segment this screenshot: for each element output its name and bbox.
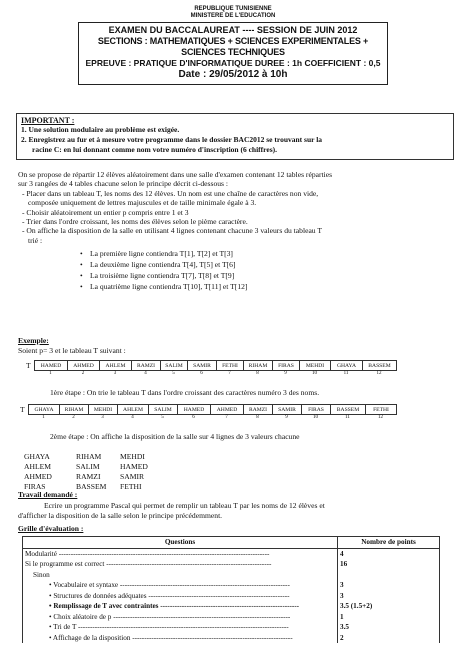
grading-points: 3.5 (1.5+2): [338, 601, 440, 612]
layout-seat: FETHI: [120, 482, 142, 491]
array-index: 10: [313, 415, 318, 420]
array-cell: BASSEM: [331, 405, 366, 415]
sorted-array-indexes: [28, 415, 396, 420]
important-title: IMPORTANT :: [21, 116, 75, 125]
array-index: 3: [113, 371, 117, 376]
array-t-label: T: [26, 361, 31, 370]
array-index: 2: [81, 371, 85, 376]
layout-row: [24, 452, 164, 462]
array-index: 5: [172, 371, 175, 376]
important-item-1: 1. Une solution modulaire au problème est exigée.: [21, 125, 180, 134]
grading-question: Si le programme est correct ---------------------------------------------------------------------: [23, 559, 338, 570]
array-index: 8: [256, 371, 259, 376]
array-index: 10: [312, 371, 317, 376]
grading-question: • Tri de T ----------------------------------------------------------------------------------------: [23, 622, 338, 633]
grading-row: [23, 612, 440, 623]
layout-row: [24, 462, 164, 472]
array-cell: MEHDI: [300, 361, 331, 371]
exam-session-line: EXAMEN DU BACCALAUREAT ---- SESSION DE JUIN 2012: [108, 25, 358, 35]
original-array-table: [34, 360, 397, 371]
display-rules-list: [80, 248, 438, 292]
array-cell: SALIM: [149, 405, 178, 415]
grading-question: • Affichage de la disposition -------------------------------------------------------------------: [23, 633, 338, 644]
array-index: 6: [192, 415, 195, 420]
array-index: 4: [131, 415, 134, 420]
statement-line: sur 3 rangées de 4 tables chacune selon le principe décrit ci-dessous :: [18, 179, 229, 189]
layout-seat: RAMZI: [76, 472, 101, 481]
exam-header-box: [78, 22, 388, 85]
grading-header-row: [23, 537, 440, 549]
statement-line: - On affiche la disposition de la salle en utilisant 4 lignes contenant chacune 3 valeurs du tableau T: [22, 226, 323, 236]
array-cell: FIRAS: [273, 361, 300, 371]
sorted-array-table: [28, 404, 397, 415]
grading-points: [338, 570, 440, 581]
layout-seat: MEHDI: [120, 452, 145, 461]
example-intro: Soient p= 3 et le tableau T suivant :: [18, 346, 126, 355]
array-index: 9: [285, 415, 288, 420]
grading-row: [23, 601, 440, 612]
array-cell: BASSEM: [363, 361, 397, 371]
sorted-array-t-label: T: [20, 405, 25, 414]
array-cell: AHLEM: [100, 361, 132, 371]
grading-question: Sinon: [23, 570, 338, 581]
statement-line: - Trier dans l'ordre croissant, les noms des élèves selon le pième caractère.: [22, 217, 248, 227]
array-cell: SAMIR: [188, 361, 217, 371]
layout-seat: FIRAS: [24, 482, 46, 491]
step2-text: 2ème étape : On affiche la disposition de la salle sur 4 lignes de 3 valeurs chacune: [50, 432, 300, 441]
grading-row: [23, 548, 440, 559]
points-header: Nombre de points: [338, 537, 440, 549]
grading-row: [23, 559, 440, 570]
array-index: 11: [343, 371, 349, 376]
grading-points: 4: [338, 548, 440, 559]
array-cell: MEHDI: [89, 405, 118, 415]
list-item: • La troisième ligne contiendra T[7], T[8] et T[9]: [80, 271, 235, 281]
ministry-label: MINISTERE DE L'EDUCATION: [190, 13, 276, 19]
layout-seat: RIHAM: [76, 452, 102, 461]
grading-row: [23, 622, 440, 633]
array-index: 8: [256, 415, 259, 420]
layout-seat: BASSEM: [76, 482, 107, 491]
grading-row: [23, 591, 440, 602]
important-item-2a: 2. Enregistrez au fur et à mesure votre programme dans le dossier BAC2012 se trouvant sur la: [21, 135, 323, 144]
grading-points: 3: [338, 580, 440, 591]
array-index: 1: [42, 415, 45, 420]
layout-seat: HAMED: [120, 462, 148, 471]
array-index: 7: [228, 371, 231, 376]
work-line-2: d'afficher la disposition de la salle selon le principe précédemment.: [18, 511, 223, 520]
exam-date-line: Date : 29/05/2012 à 10h: [178, 69, 288, 80]
array-cell: FETHI: [366, 405, 397, 415]
grading-points: 1: [338, 612, 440, 623]
statement-line: On se propose de répartir 12 élèves aléatoirement dans une salle d'examen contenant 12 tables réparties: [18, 170, 333, 179]
array-cell: AHMED: [68, 361, 100, 371]
original-array-indexes: [34, 371, 396, 376]
array-cell: GHAYA: [331, 361, 363, 371]
step1-text: 1ère étape : On trie le tableau T dans l'ordre croissant des caractères numéro 3 des noms.: [50, 388, 320, 397]
array-index: 1: [49, 371, 52, 376]
array-index: 12: [378, 415, 383, 420]
grading-points: 3: [338, 591, 440, 602]
grid-title: Grille d'évaluation :: [18, 524, 84, 533]
array-cell: GHAYA: [29, 405, 60, 415]
array-cell: RAMZI: [132, 361, 161, 371]
grading-question: • Remplissage de T avec contraintes ----------------------------------------------------------: [23, 601, 338, 612]
example-title: Exemple:: [18, 336, 49, 345]
array-index: 7: [225, 415, 228, 420]
grading-question: • Structures de données adéquates -----------------------------------------------------------: [23, 591, 338, 602]
layout-seat: SALIM: [76, 462, 100, 471]
array-cell: RIHAM: [244, 361, 273, 371]
republic-label: REPUBLIQUE TUNISIENNE: [194, 6, 272, 12]
statement-line: trié :: [28, 235, 43, 245]
statement-line: - Choisir aléatoirement un entier p compris entre 1 et 3: [22, 207, 189, 217]
array-cell: RAMZI: [244, 405, 273, 415]
grading-table: [22, 536, 440, 643]
array-cell: AHLEM: [118, 405, 149, 415]
array-cell: HAMED: [35, 361, 68, 371]
layout-seat: GHAYA: [24, 452, 50, 461]
questions-header: Questions: [23, 537, 338, 549]
layout-seat: AHLEM: [24, 462, 51, 471]
grading-points: 2: [338, 633, 440, 644]
room-layout: [24, 452, 164, 492]
work-line-1: Ecrire un programme Pascal qui permet de remplir un tableau T par les noms de 12 élèves et: [44, 501, 325, 510]
list-item: • La première ligne contiendra T[1], T[2] et T[3]: [80, 249, 233, 259]
exam-header: [78, 6, 388, 85]
sections-line: SECTIONS : MATHEMATIQUES + SCIENCES EXPERIMENTALES + SCIENCES TECHNIQUES: [97, 36, 369, 57]
array-index: 9: [284, 371, 287, 376]
array-index: 12: [376, 371, 382, 376]
statement-line: - Placer dans un tableau T, les noms des 12 élèves. Un nom est une chaîne de caractères non vide,: [22, 188, 319, 198]
array-cell: SALIM: [161, 361, 188, 371]
array-index: 6: [200, 371, 203, 376]
array-cell: FETHI: [217, 361, 244, 371]
layout-row: [24, 472, 164, 482]
array-index: 2: [72, 415, 75, 420]
work-title: Travail demandé :: [18, 490, 78, 499]
grading-points: 3.5: [338, 622, 440, 633]
important-item-2b: racine C: en lui donnant comme nom votre numéro d'inscription (6 chiffres).: [32, 145, 277, 154]
grading-question: • Choix aléatoire de p --------------------------------------------------------------------------: [23, 612, 338, 623]
grading-row: [23, 570, 440, 581]
array-cell: RIHAM: [60, 405, 89, 415]
problem-statement: [18, 170, 438, 292]
array-cell: SAMIR: [273, 405, 302, 415]
array-cell: HAMED: [178, 405, 211, 415]
list-item: • La quatrième ligne contiendra T[10], T[11] et T[12]: [80, 282, 248, 292]
array-index: 11: [345, 415, 350, 420]
grading-question: Modularité ----------------------------------------------------------------------------------------: [23, 548, 338, 559]
grading-points: 16: [338, 559, 440, 570]
array-index: 3: [101, 415, 104, 420]
layout-seat: AHMED: [24, 472, 52, 481]
array-index: 4: [144, 371, 147, 376]
array-cell: FIRAS: [302, 405, 331, 415]
statement-line: composée uniquement de lettres majuscules et de taille minimale égale à 3.: [28, 198, 257, 208]
layout-seat: SAMIR: [120, 472, 145, 481]
grading-row: [23, 580, 440, 591]
important-box: [16, 113, 454, 160]
array-cell: AHMED: [211, 405, 244, 415]
list-item: • La deuxième ligne contiendra T[4], T[5] et T[6]: [80, 260, 236, 270]
grading-question: • Vocabulaire et syntaxe -----------------------------------------------------------------------: [23, 580, 338, 591]
epreuve-line: EPREUVE : PRATIQUE D'INFORMATIQUE DUREE : 1h COEFFICIENT : 0,5: [85, 58, 381, 68]
grading-row: [23, 633, 440, 644]
array-index: 5: [161, 415, 164, 420]
